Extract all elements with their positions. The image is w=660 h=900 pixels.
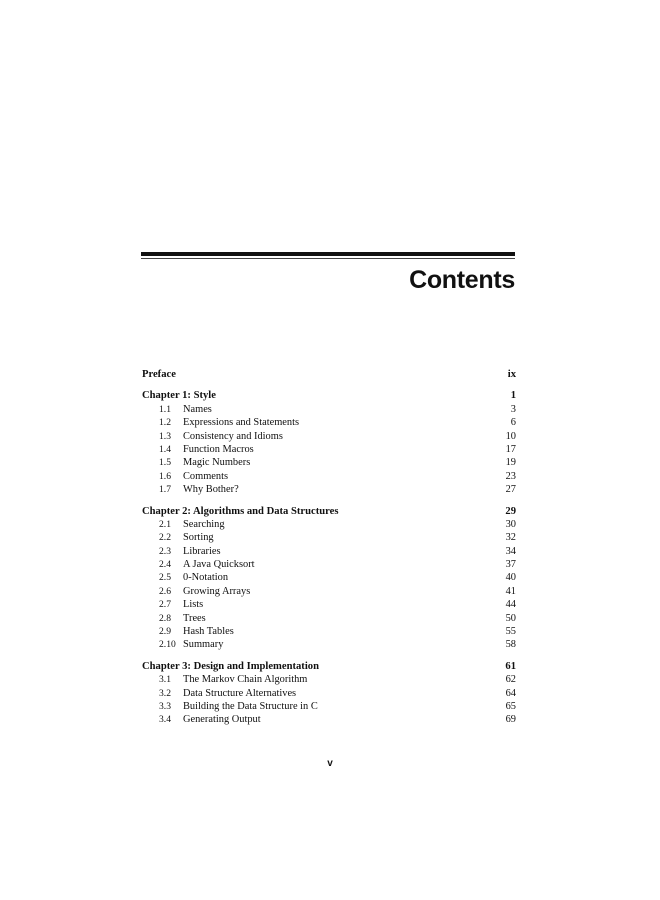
toc-section-entry[interactable] <box>142 687 516 700</box>
toc-section-title: Libraries <box>183 545 221 557</box>
page-title: Contents <box>409 266 515 294</box>
toc-section-entry[interactable] <box>142 531 516 544</box>
toc-section-number: 1.1 <box>159 403 171 415</box>
toc-section-number: 3.2 <box>159 687 171 699</box>
toc-section-title: A Java Quicksort <box>183 559 255 571</box>
toc-section-title: Comments <box>183 470 229 482</box>
toc-section-number: 1.6 <box>159 470 171 482</box>
toc-section-page: 34 <box>505 545 516 557</box>
toc-section-number: 2.3 <box>159 545 171 557</box>
toc-section-entry[interactable] <box>142 598 516 611</box>
toc-section-entry[interactable] <box>142 518 516 531</box>
toc-chapters <box>142 389 516 726</box>
toc-section-page: 17 <box>505 443 516 455</box>
toc-section-page: 23 <box>505 470 516 482</box>
toc-section-entry[interactable] <box>142 483 516 496</box>
toc-section-entry[interactable] <box>142 470 516 483</box>
toc-section-number: 1.7 <box>159 484 171 496</box>
toc-section-title: Why Bother? <box>183 484 239 496</box>
toc-section-page: 27 <box>505 484 516 496</box>
toc-section-number: 1.2 <box>159 417 171 429</box>
toc-section-entry[interactable] <box>142 403 516 416</box>
toc-section-title: The Markov Chain Algorithm <box>183 674 308 686</box>
toc-chapter-entry[interactable] <box>142 389 516 402</box>
toc-section-title: Consistency and Idioms <box>183 430 283 442</box>
toc-section-entry[interactable] <box>142 416 516 429</box>
toc-chapter-page: 29 <box>505 505 516 517</box>
toc-section-title: Hash Tables <box>183 626 234 638</box>
toc-section-page: 41 <box>505 585 516 597</box>
toc-section-number: 2.1 <box>159 518 171 530</box>
toc-section-page: 58 <box>505 639 516 651</box>
toc-section-page: 32 <box>505 532 516 544</box>
toc-section-number: 3.3 <box>159 700 171 712</box>
toc-section-page: 37 <box>505 559 516 571</box>
toc-section-entry[interactable] <box>142 558 516 571</box>
toc-section-number: 2.7 <box>159 599 171 611</box>
toc-section-page: 3 <box>510 403 516 415</box>
toc-section-page: 10 <box>505 430 516 442</box>
toc-section-title: Expressions and Statements <box>183 417 300 429</box>
toc-section-entry[interactable] <box>142 430 516 443</box>
toc-section-entry[interactable] <box>142 456 516 469</box>
toc-section-page: 50 <box>505 612 516 624</box>
toc-section-title: Data Structure Alternatives <box>183 687 297 699</box>
toc-section-number: 3.4 <box>159 714 171 726</box>
toc-chapter-block <box>142 505 516 652</box>
toc-section-number: 3.1 <box>159 674 171 686</box>
title-rule-thick <box>141 252 515 256</box>
toc-section-page: 30 <box>505 518 516 530</box>
toc-section-entry[interactable] <box>142 638 516 651</box>
toc-chapter-label: Chapter 2: Algorithms and Data Structures <box>142 505 339 517</box>
toc-section-entry[interactable] <box>142 673 516 686</box>
toc-section-page: 64 <box>505 687 516 699</box>
toc-section-title: Function Macros <box>183 443 254 455</box>
toc-chapter-block <box>142 660 516 727</box>
toc-section-title: Lists <box>183 599 204 611</box>
toc-section-entry[interactable] <box>142 585 516 598</box>
toc-section-page: 19 <box>505 457 516 469</box>
toc-section-entry[interactable] <box>142 625 516 638</box>
table-of-contents <box>142 368 516 727</box>
toc-section-title: Names <box>183 403 212 415</box>
toc-section-title: Trees <box>183 612 206 624</box>
toc-chapter-label: Chapter 1: Style <box>142 390 216 402</box>
toc-entry-label: Preface <box>142 369 176 380</box>
toc-section-entry[interactable] <box>142 571 516 584</box>
toc-section-entry[interactable] <box>142 612 516 625</box>
toc-section-number: 2.9 <box>159 626 171 638</box>
toc-section-title: 0-Notation <box>183 572 229 584</box>
toc-preface-entry[interactable] <box>142 368 516 381</box>
toc-section-title: Generating Output <box>183 714 261 726</box>
toc-section-title: Summary <box>183 639 224 651</box>
toc-section-title: Searching <box>183 518 225 530</box>
toc-section-number: 1.4 <box>159 443 171 455</box>
toc-section-number: 2.5 <box>159 572 171 584</box>
toc-section-title: Building the Data Structure in C <box>183 700 318 712</box>
toc-section-page: 40 <box>505 572 516 584</box>
toc-section-title: Growing Arrays <box>183 585 251 597</box>
toc-chapter-label: Chapter 3: Design and Implementation <box>142 660 319 672</box>
toc-section-number: 2.6 <box>159 585 171 597</box>
toc-section-title: Sorting <box>183 532 214 544</box>
toc-section-number: 2.8 <box>159 612 171 624</box>
toc-section-entry[interactable] <box>142 443 516 456</box>
toc-entry-page: ix <box>507 369 516 380</box>
toc-section-number: 1.3 <box>159 430 171 442</box>
toc-section-number: 2.4 <box>159 559 171 571</box>
toc-section-entry[interactable] <box>142 713 516 726</box>
toc-section-number: 1.5 <box>159 457 171 469</box>
toc-chapter-page: 61 <box>505 660 516 672</box>
toc-section-page: 44 <box>505 599 516 611</box>
toc-section-title: Magic Numbers <box>183 457 251 469</box>
toc-section-page: 65 <box>505 700 516 712</box>
toc-section-number: 2.10 <box>159 639 176 651</box>
toc-section-entry[interactable] <box>142 545 516 558</box>
toc-section-entry[interactable] <box>142 700 516 713</box>
toc-section-number: 2.2 <box>159 532 171 544</box>
title-rule-thin <box>141 258 515 259</box>
toc-chapter-entry[interactable] <box>142 660 516 673</box>
toc-chapter-page: 1 <box>510 390 516 402</box>
toc-section-page: 55 <box>505 626 516 638</box>
toc-chapter-block <box>142 389 516 496</box>
page-number: v <box>327 758 333 769</box>
toc-section-page: 69 <box>505 714 516 726</box>
toc-section-page: 62 <box>505 674 516 686</box>
toc-chapter-entry[interactable] <box>142 505 516 518</box>
toc-section-page: 6 <box>510 417 516 429</box>
